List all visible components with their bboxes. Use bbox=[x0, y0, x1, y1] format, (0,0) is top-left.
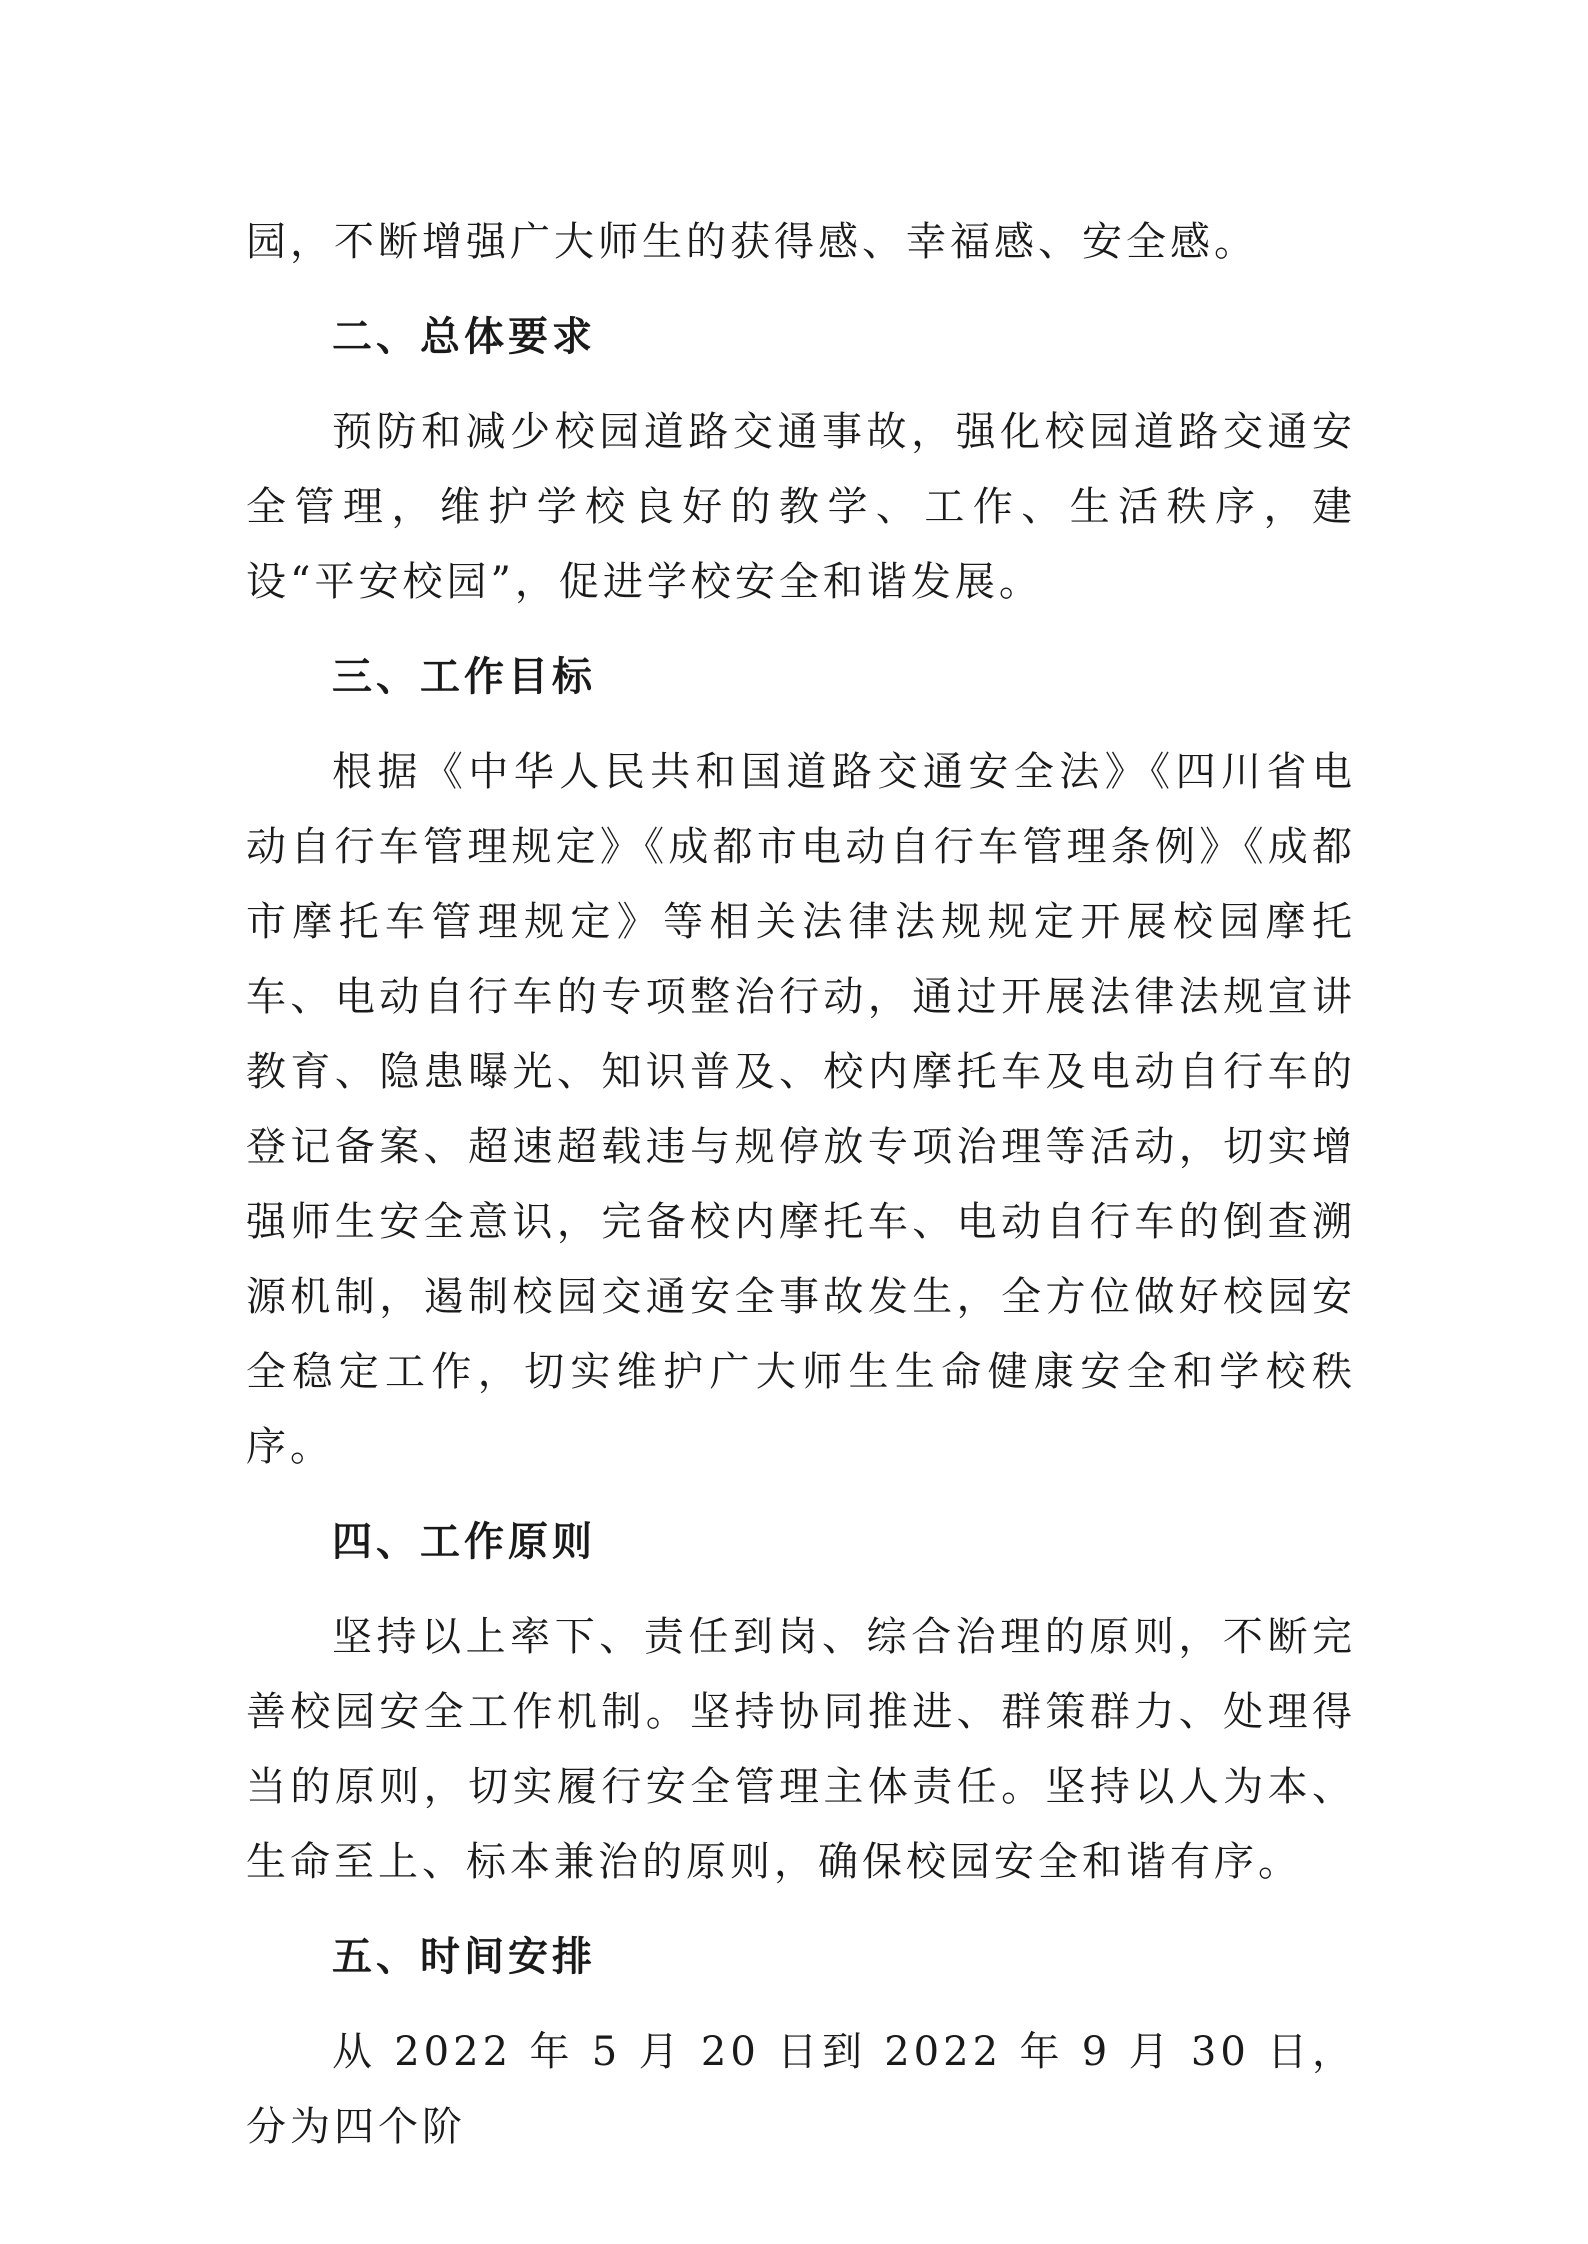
paragraph-work-principles: 坚持以上率下、责任到岗、综合治理的原则，不断完善校园安全工作机制。坚持协同推进、群策群力、处理得当的原则，切实履行安全管理主体责任。坚持以人为本、生命至上、标本兼治的原则，确保校园安全和谐有序。 bbox=[246, 1614, 1356, 1885]
heading-schedule: 五、时间安排 bbox=[332, 1934, 596, 1980]
heading-work-goals: 三、工作目标 bbox=[332, 654, 596, 700]
paragraph-continuation: 园，不断增强广大师生的获得感、幸福感、安全感。 bbox=[246, 219, 1258, 265]
document-page bbox=[246, 205, 1356, 2185]
paragraph-general-requirements: 预防和减少校园道路交通事故，强化校园道路交通安全管理，维护学校良好的教学、工作、生活秩序，建设“平安校园”，促进学校安全和谐发展。 bbox=[246, 409, 1356, 605]
heading-general-requirements: 二、总体要求 bbox=[332, 314, 596, 360]
paragraph-schedule: 从 2022 年 5 月 20 日到 2022 年 9 月 30 日，分为四个阶 bbox=[246, 2029, 1356, 2150]
paragraph-work-goals: 根据《中华人民共和国道路交通安全法》《四川省电动自行车管理规定》《成都市电动自行车管理条例》《成都市摩托车管理规定》等相关法律法规规定开展校园摩托车、电动自行车的专项整治行动，通过开展法律法规宣讲教育、隐患曝光、知识普及、校内摩托车及电动自行车的登记备案、超速超载违与规停放专项治理等活动，切实增强师生安全意识，完备校内摩托车、电动自行车的倒查溯源机制，遏制校园交通安全事故发生，全方位做好校园安全稳定工作，切实维护广大师生生命健康安全和学校秩序。 bbox=[246, 749, 1356, 1470]
heading-work-principles: 四、工作原则 bbox=[332, 1519, 596, 1565]
